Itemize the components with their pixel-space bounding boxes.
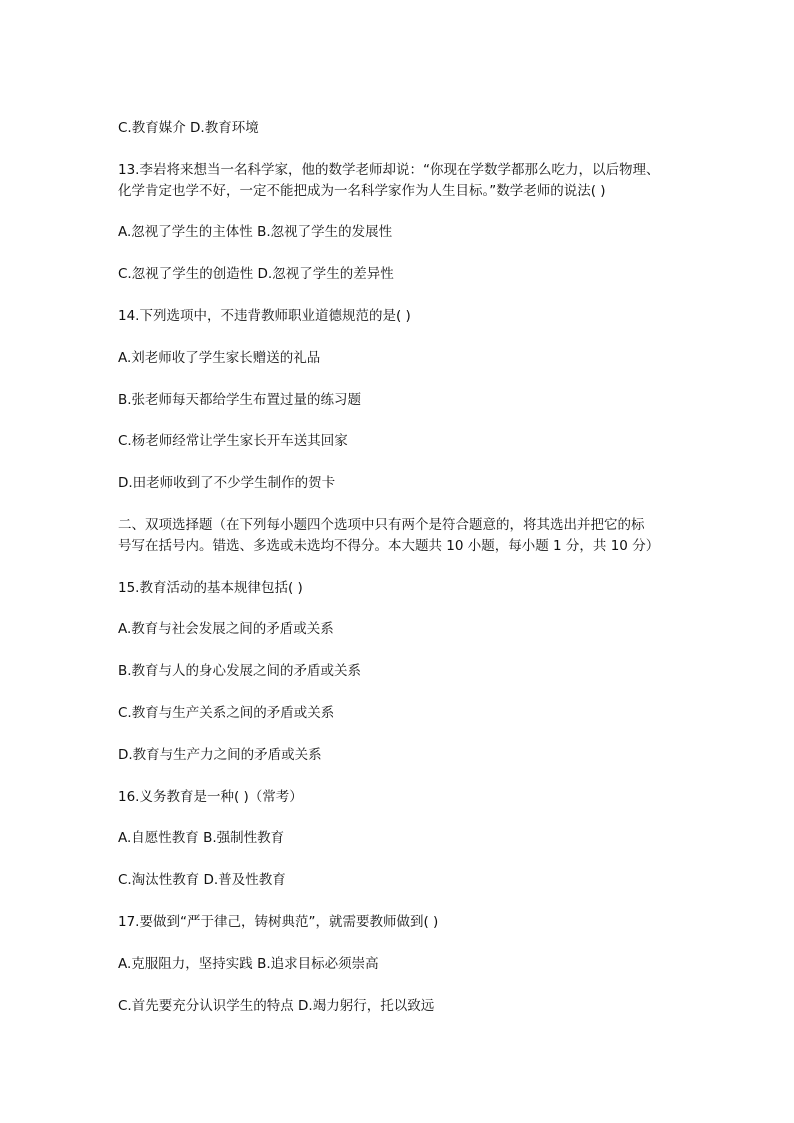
paragraph	[118, 578, 718, 599]
text-line: A.刘老师收了学生家长赠送的礼品	[118, 349, 321, 366]
document-page	[118, 118, 718, 1037]
text-line: D.田老师收到了不少学生制作的贺卡	[118, 475, 336, 492]
paragraph	[118, 745, 718, 766]
text-line: C.首先要充分认识学生的特点 D.竭力躬行，托以致远	[118, 997, 435, 1014]
text-line: 15.教育活动的基本规律包括( )	[118, 579, 303, 596]
text-line: C.教育与生产关系之间的矛盾或关系	[118, 704, 335, 721]
paragraph	[118, 661, 718, 682]
text-line: D.教育与生产力之间的矛盾或关系	[118, 746, 322, 763]
paragraph	[118, 996, 718, 1017]
text-line: C.忽视了学生的创造性 D.忽视了学生的差异性	[118, 266, 394, 283]
paragraph	[118, 870, 718, 891]
text-line: A.教育与社会发展之间的矛盾或关系	[118, 621, 334, 638]
paragraph	[118, 390, 718, 411]
paragraph	[118, 473, 718, 494]
text-line: 号写在括号内。错选、多选或未选均不得分。本大题共 10 小题，每小题 1 分，共 10 分）	[118, 537, 660, 554]
text-line: B.张老师每天都给学生布置过量的练习题	[118, 391, 362, 408]
text-line: 14.下列选项中，不违背教师职业道德规范的是( )	[118, 307, 411, 324]
text-line: 13.李岩将来想当一名科学家，他的数学老师却说：“你现在学数学都那么吃力，以后物理、	[118, 161, 660, 178]
text-line: A.忽视了学生的主体性 B.忽视了学生的发展性	[118, 224, 393, 241]
paragraph	[118, 222, 718, 243]
paragraph	[118, 954, 718, 975]
text-line: C.杨老师经常让学生家长开车送其回家	[118, 433, 348, 450]
text-line: 17.要做到“严于律己，铸树典范”，就需要教师做到( )	[118, 913, 439, 930]
text-line: 二、双项选择题（在下列每小题四个选项中只有两个是符合题意的，将其选出并把它的标	[118, 516, 645, 533]
paragraph	[118, 306, 718, 327]
paragraph	[118, 828, 718, 849]
text-line: A.克服阻力，坚持实践 B.追求目标必须崇高	[118, 955, 379, 972]
paragraph	[118, 787, 718, 808]
text-line: B.教育与人的身心发展之间的矛盾或关系	[118, 663, 362, 680]
paragraph	[118, 619, 718, 640]
text-line: C.淘汰性教育 D.普及性教育	[118, 872, 286, 889]
text-line: A.自愿性教育 B.强制性教育	[118, 830, 285, 847]
paragraph	[118, 160, 718, 202]
paragraph	[118, 264, 718, 285]
text-line: 16.义务教育是一种( )（常考）	[118, 788, 303, 805]
paragraph	[118, 431, 718, 452]
paragraph	[118, 515, 718, 557]
paragraph	[118, 118, 718, 139]
text-line: 化学肯定也学不好，一定不能把成为一名科学家作为人生目标。”数学老师的说法( )	[118, 182, 606, 199]
paragraph	[118, 348, 718, 369]
paragraph	[118, 703, 718, 724]
paragraph	[118, 912, 718, 933]
text-line: C.教育媒介 D.教育环境	[118, 120, 259, 136]
